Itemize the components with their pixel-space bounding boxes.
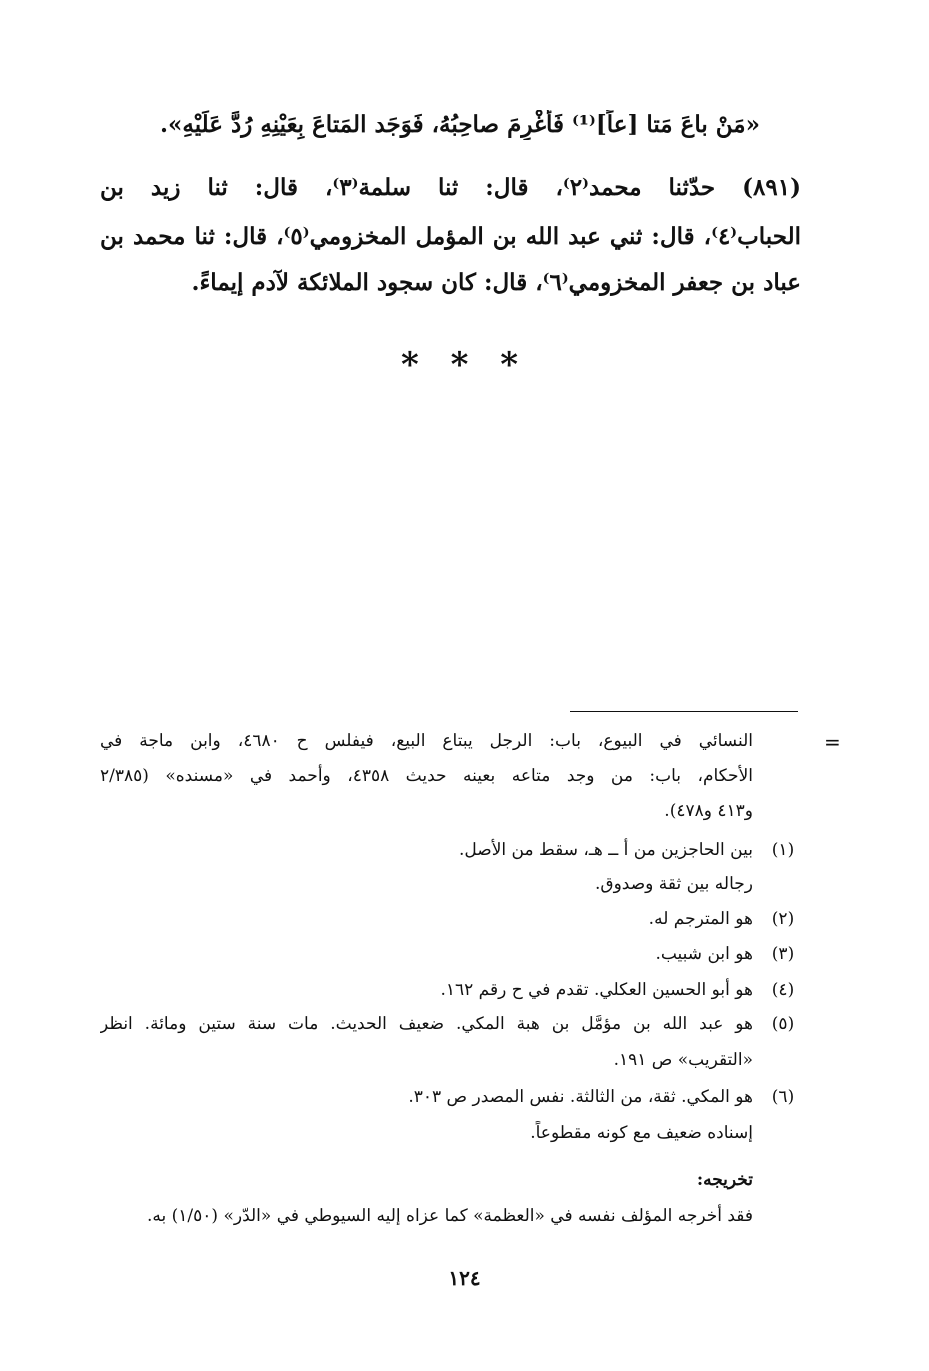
takhrij-text: فقد أخرجه المؤلف نفسه في «العظمة» كما عزاه إليه السيوطي في «الدّر» (١/٥٠) به.	[147, 1206, 753, 1226]
footnote-1-text: بين الحاجزين من أ ــ هـ، سقط من الأصل.	[459, 840, 753, 860]
hadith-891-line-1: (٨٩١) حدّثنا محمد⁽٢⁾، قال: ثنا سلمة⁽٣⁾، قال: ثنا زيد بن	[100, 174, 801, 201]
page-number: ١٢٤	[448, 1266, 481, 1290]
footnote-number-4: (٤)	[771, 980, 795, 1000]
footnote-number-3: (٣)	[771, 944, 795, 964]
footnote-continuation-line-1: النسائي في البيوع، باب: الرجل يبتاع البيع، فيفلس ح ٤٦٨٠، وابن ماجة في	[100, 731, 753, 751]
footnote-continuation-line-2: الأحكام، باب: من وجد متاعه بعينه حديث ٤٣٥٨، وأحمد في «مسنده» (٢/٣٨٥	[100, 766, 753, 786]
takhrij-heading: تخريجه:	[696, 1170, 753, 1190]
footnote-5-text-line-2: «التقريب» ص ١٩١.	[613, 1050, 753, 1070]
footnote-3-text: هو ابن شبيب.	[655, 944, 753, 964]
isnad-note: إسناده ضعيف مع كونه مقطوعاً.	[530, 1123, 753, 1143]
hadith-text-line: «مَنْ باعَ مَتا [عاً]⁽¹⁾ فَأُغْرِمَ صاحِبُهُ، فَوَجَد المَتاعَ بِعَيْنِهِ رُدَّ عَلَيْهِ».	[160, 111, 760, 138]
hadith-891-line-2: الحباب⁽٤⁾، قال: ثني عبد الله بن المؤمل المخزومي⁽٥⁾، قال: ثنا محمد بن	[100, 223, 801, 250]
footnote-number-5: (٥)	[771, 1014, 795, 1034]
continuation-mark: =	[824, 730, 841, 754]
footnote-number-6: (٦)	[771, 1087, 795, 1107]
footnote-5-text-line-1: هو عبد الله بن مؤمَّل بن هبة المكي. ضعيف الحديث. مات سنة ستين ومائة. انظر	[100, 1014, 753, 1034]
footnote-2-text: هو المترجم له.	[648, 909, 753, 929]
hadith-891-line-3: عباد بن جعفر المخزومي⁽٦⁾، قال: كان سجود الملائكة لآدم إيماءً.	[191, 269, 801, 296]
section-separator-stars: * * *	[400, 345, 528, 385]
footnote-4-text: هو أبو الحسين العكلي. تقدم في ح رقم ١٦٢.	[440, 980, 753, 1000]
footnote-continuation-line-3: و٤١٣ و٤٧٨).	[664, 801, 753, 821]
footnote-rule	[570, 711, 798, 712]
footnote-1-extra: رجاله بين ثقة وصدوق.	[594, 874, 753, 894]
footnote-number-1: (١)	[771, 840, 795, 860]
footnote-6-text: هو المكي. ثقة، من الثالثة. نفس المصدر ص ٣٠٣.	[408, 1087, 753, 1107]
footnote-number-2: (٢)	[771, 909, 795, 929]
